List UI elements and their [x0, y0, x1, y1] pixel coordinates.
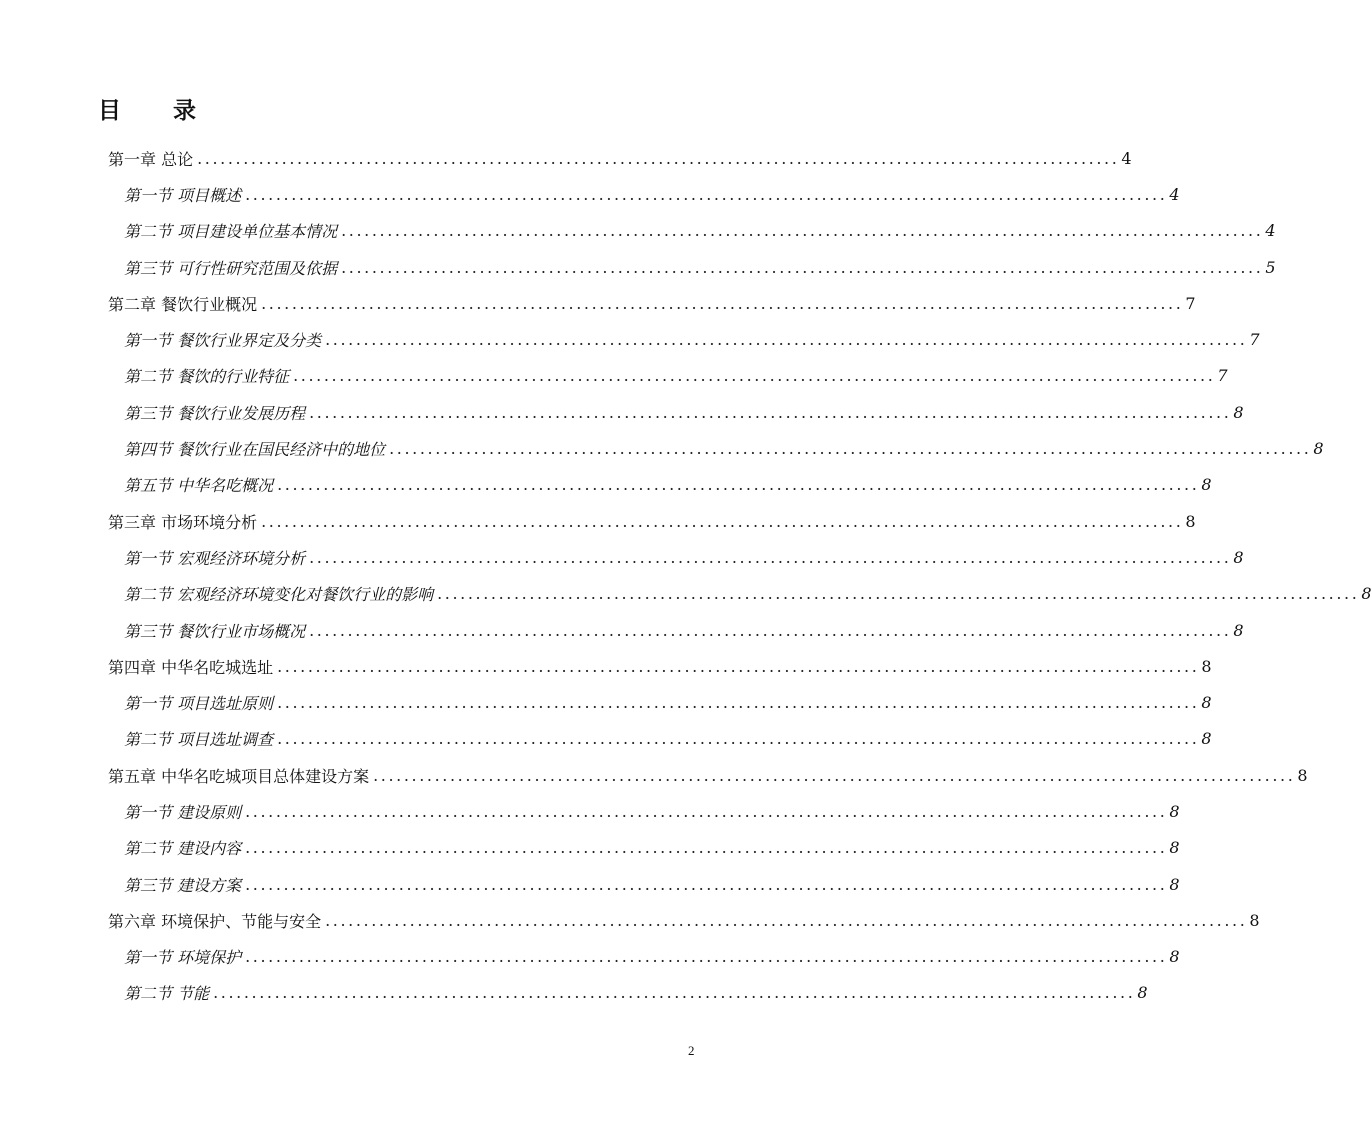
toc-section-entry[interactable] [108, 539, 1244, 575]
toc-entry-page: 4 [1265, 221, 1276, 241]
toc-entry-page: 8 [1201, 693, 1212, 713]
toc-section-entry[interactable] [108, 321, 1260, 357]
toc-entry-label: 第四节 餐饮行业在国民经济中的地位 [124, 437, 387, 460]
toc-leader-dots: ........................................................................................................................ [245, 947, 1168, 967]
toc-entry-label: 第一节 环境保护 [124, 945, 243, 968]
toc-section-entry[interactable] [108, 176, 1180, 212]
toc-leader-dots: ........................................................................................................................ [293, 366, 1216, 386]
toc-entry-label: 第三节 餐饮行业发展历程 [124, 401, 307, 424]
toc-entry-page: 5 [1265, 257, 1276, 277]
toc-chapter-entry[interactable] [108, 285, 1196, 321]
toc-section-entry[interactable] [108, 612, 1244, 648]
toc-entry-page: 7 [1249, 330, 1260, 350]
toc-entry-page: 8 [1297, 765, 1308, 785]
toc-section-entry[interactable] [108, 793, 1180, 829]
toc-entry-page: 8 [1137, 983, 1148, 1003]
toc-entry-label: 第二节 建设内容 [124, 836, 243, 859]
toc-leader-dots: ........................................................................................................................ [277, 693, 1200, 713]
toc-section-entry[interactable] [108, 358, 1228, 394]
toc-leader-dots: ........................................................................................................................ [389, 439, 1312, 459]
toc-section-entry[interactable] [108, 975, 1148, 1011]
toc-entry-label: 第二章 餐饮行业概况 [108, 292, 259, 315]
toc-entry-page: 7 [1185, 293, 1196, 313]
toc-entry-page: 8 [1233, 547, 1244, 567]
toc-entry-label: 第三节 餐饮行业市场概况 [124, 619, 307, 642]
toc-entry-label: 第一章 总论 [108, 147, 195, 170]
toc-leader-dots: ........................................................................................................................ [197, 148, 1120, 168]
toc-entry-page: 8 [1185, 511, 1196, 531]
toc-entry-label: 第一节 建设原则 [124, 800, 243, 823]
toc-leader-dots: ........................................................................................................................ [309, 402, 1232, 422]
toc-leader-dots: ........................................................................................................................ [245, 838, 1168, 858]
toc-leader-dots: ........................................................................................................................ [309, 620, 1232, 640]
toc-leader-dots: ........................................................................................................................ [309, 547, 1232, 567]
table-of-contents [108, 140, 1372, 1011]
toc-leader-dots: ........................................................................................................................ [341, 221, 1264, 241]
page-number: 2 [688, 1043, 695, 1058]
toc-chapter-entry[interactable] [108, 503, 1196, 539]
toc-entry-page: 8 [1233, 620, 1244, 640]
toc-entry-label: 第一节 宏观经济环境分析 [124, 546, 307, 569]
toc-entry-page: 4 [1169, 184, 1180, 204]
toc-entry-page: 8 [1169, 801, 1180, 821]
toc-leader-dots: ........................................................................................................................ [245, 801, 1168, 821]
toc-entry-page: 7 [1217, 366, 1228, 386]
toc-leader-dots: ........................................................................................................................ [277, 475, 1200, 495]
toc-section-entry[interactable] [108, 939, 1180, 975]
toc-section-entry[interactable] [108, 430, 1324, 466]
toc-section-entry[interactable] [108, 576, 1372, 612]
toc-chapter-entry[interactable] [108, 648, 1212, 684]
toc-entry-label: 第五章 中华名吃城项目总体建设方案 [108, 764, 371, 787]
toc-leader-dots: ........................................................................................................................ [261, 293, 1184, 313]
toc-entry-label: 第一节 项目选址原则 [124, 691, 275, 714]
toc-entry-label: 第三章 市场环境分析 [108, 510, 259, 533]
toc-leader-dots: ........................................................................................................................ [261, 511, 1184, 531]
toc-section-entry[interactable] [108, 684, 1212, 720]
toc-leader-dots: ........................................................................................................................ [245, 874, 1168, 894]
toc-entry-label: 第三节 可行性研究范围及依据 [124, 256, 339, 279]
toc-chapter-entry[interactable] [108, 757, 1308, 793]
toc-entry-page: 8 [1169, 874, 1180, 894]
toc-leader-dots: ........................................................................................................................ [213, 983, 1136, 1003]
toc-entry-label: 第二节 节能 [124, 981, 211, 1004]
toc-entry-page: 4 [1121, 148, 1132, 168]
toc-entry-page: 8 [1201, 729, 1212, 749]
toc-entry-page: 8 [1313, 439, 1324, 459]
toc-chapter-entry[interactable] [108, 902, 1260, 938]
toc-section-entry[interactable] [108, 249, 1276, 285]
toc-leader-dots: ........................................................................................................................ [277, 656, 1200, 676]
toc-section-entry[interactable] [108, 394, 1244, 430]
toc-leader-dots: ........................................................................................................................ [373, 765, 1296, 785]
toc-entry-label: 第二节 项目建设单位基本情况 [124, 219, 339, 242]
toc-leader-dots: ........................................................................................................................ [341, 257, 1264, 277]
toc-leader-dots: ........................................................................................................................ [245, 184, 1168, 204]
toc-entry-label: 第一节 项目概述 [124, 183, 243, 206]
toc-entry-label: 第五节 中华名吃概况 [124, 473, 275, 496]
toc-entry-label: 第六章 环境保护、节能与安全 [108, 909, 323, 932]
page-title: 目 录 [98, 97, 219, 124]
toc-entry-page: 8 [1201, 475, 1212, 495]
toc-section-entry[interactable] [108, 866, 1180, 902]
toc-section-entry[interactable] [108, 830, 1180, 866]
toc-chapter-entry[interactable] [108, 140, 1132, 176]
toc-entry-label: 第四章 中华名吃城选址 [108, 655, 275, 678]
toc-entry-label: 第二节 餐饮的行业特征 [124, 364, 291, 387]
toc-entry-page: 8 [1233, 402, 1244, 422]
toc-leader-dots: ........................................................................................................................ [325, 330, 1248, 350]
toc-entry-label: 第二节 项目选址调查 [124, 727, 275, 750]
toc-entry-page: 8 [1249, 910, 1260, 930]
toc-leader-dots: ........................................................................................................................ [325, 910, 1248, 930]
toc-entry-page: 8 [1169, 947, 1180, 967]
toc-section-entry[interactable] [108, 721, 1212, 757]
toc-entry-page: 8 [1201, 656, 1212, 676]
toc-leader-dots: ........................................................................................................................ [277, 729, 1200, 749]
toc-leader-dots: ........................................................................................................................ [437, 584, 1360, 604]
toc-entry-page: 8 [1361, 584, 1372, 604]
toc-entry-label: 第一节 餐饮行业界定及分类 [124, 328, 323, 351]
toc-entry-page: 8 [1169, 838, 1180, 858]
toc-entry-label: 第三节 建设方案 [124, 873, 243, 896]
toc-section-entry[interactable] [108, 467, 1212, 503]
toc-entry-label: 第二节 宏观经济环境变化对餐饮行业的影响 [124, 582, 435, 605]
toc-section-entry[interactable] [108, 213, 1276, 249]
